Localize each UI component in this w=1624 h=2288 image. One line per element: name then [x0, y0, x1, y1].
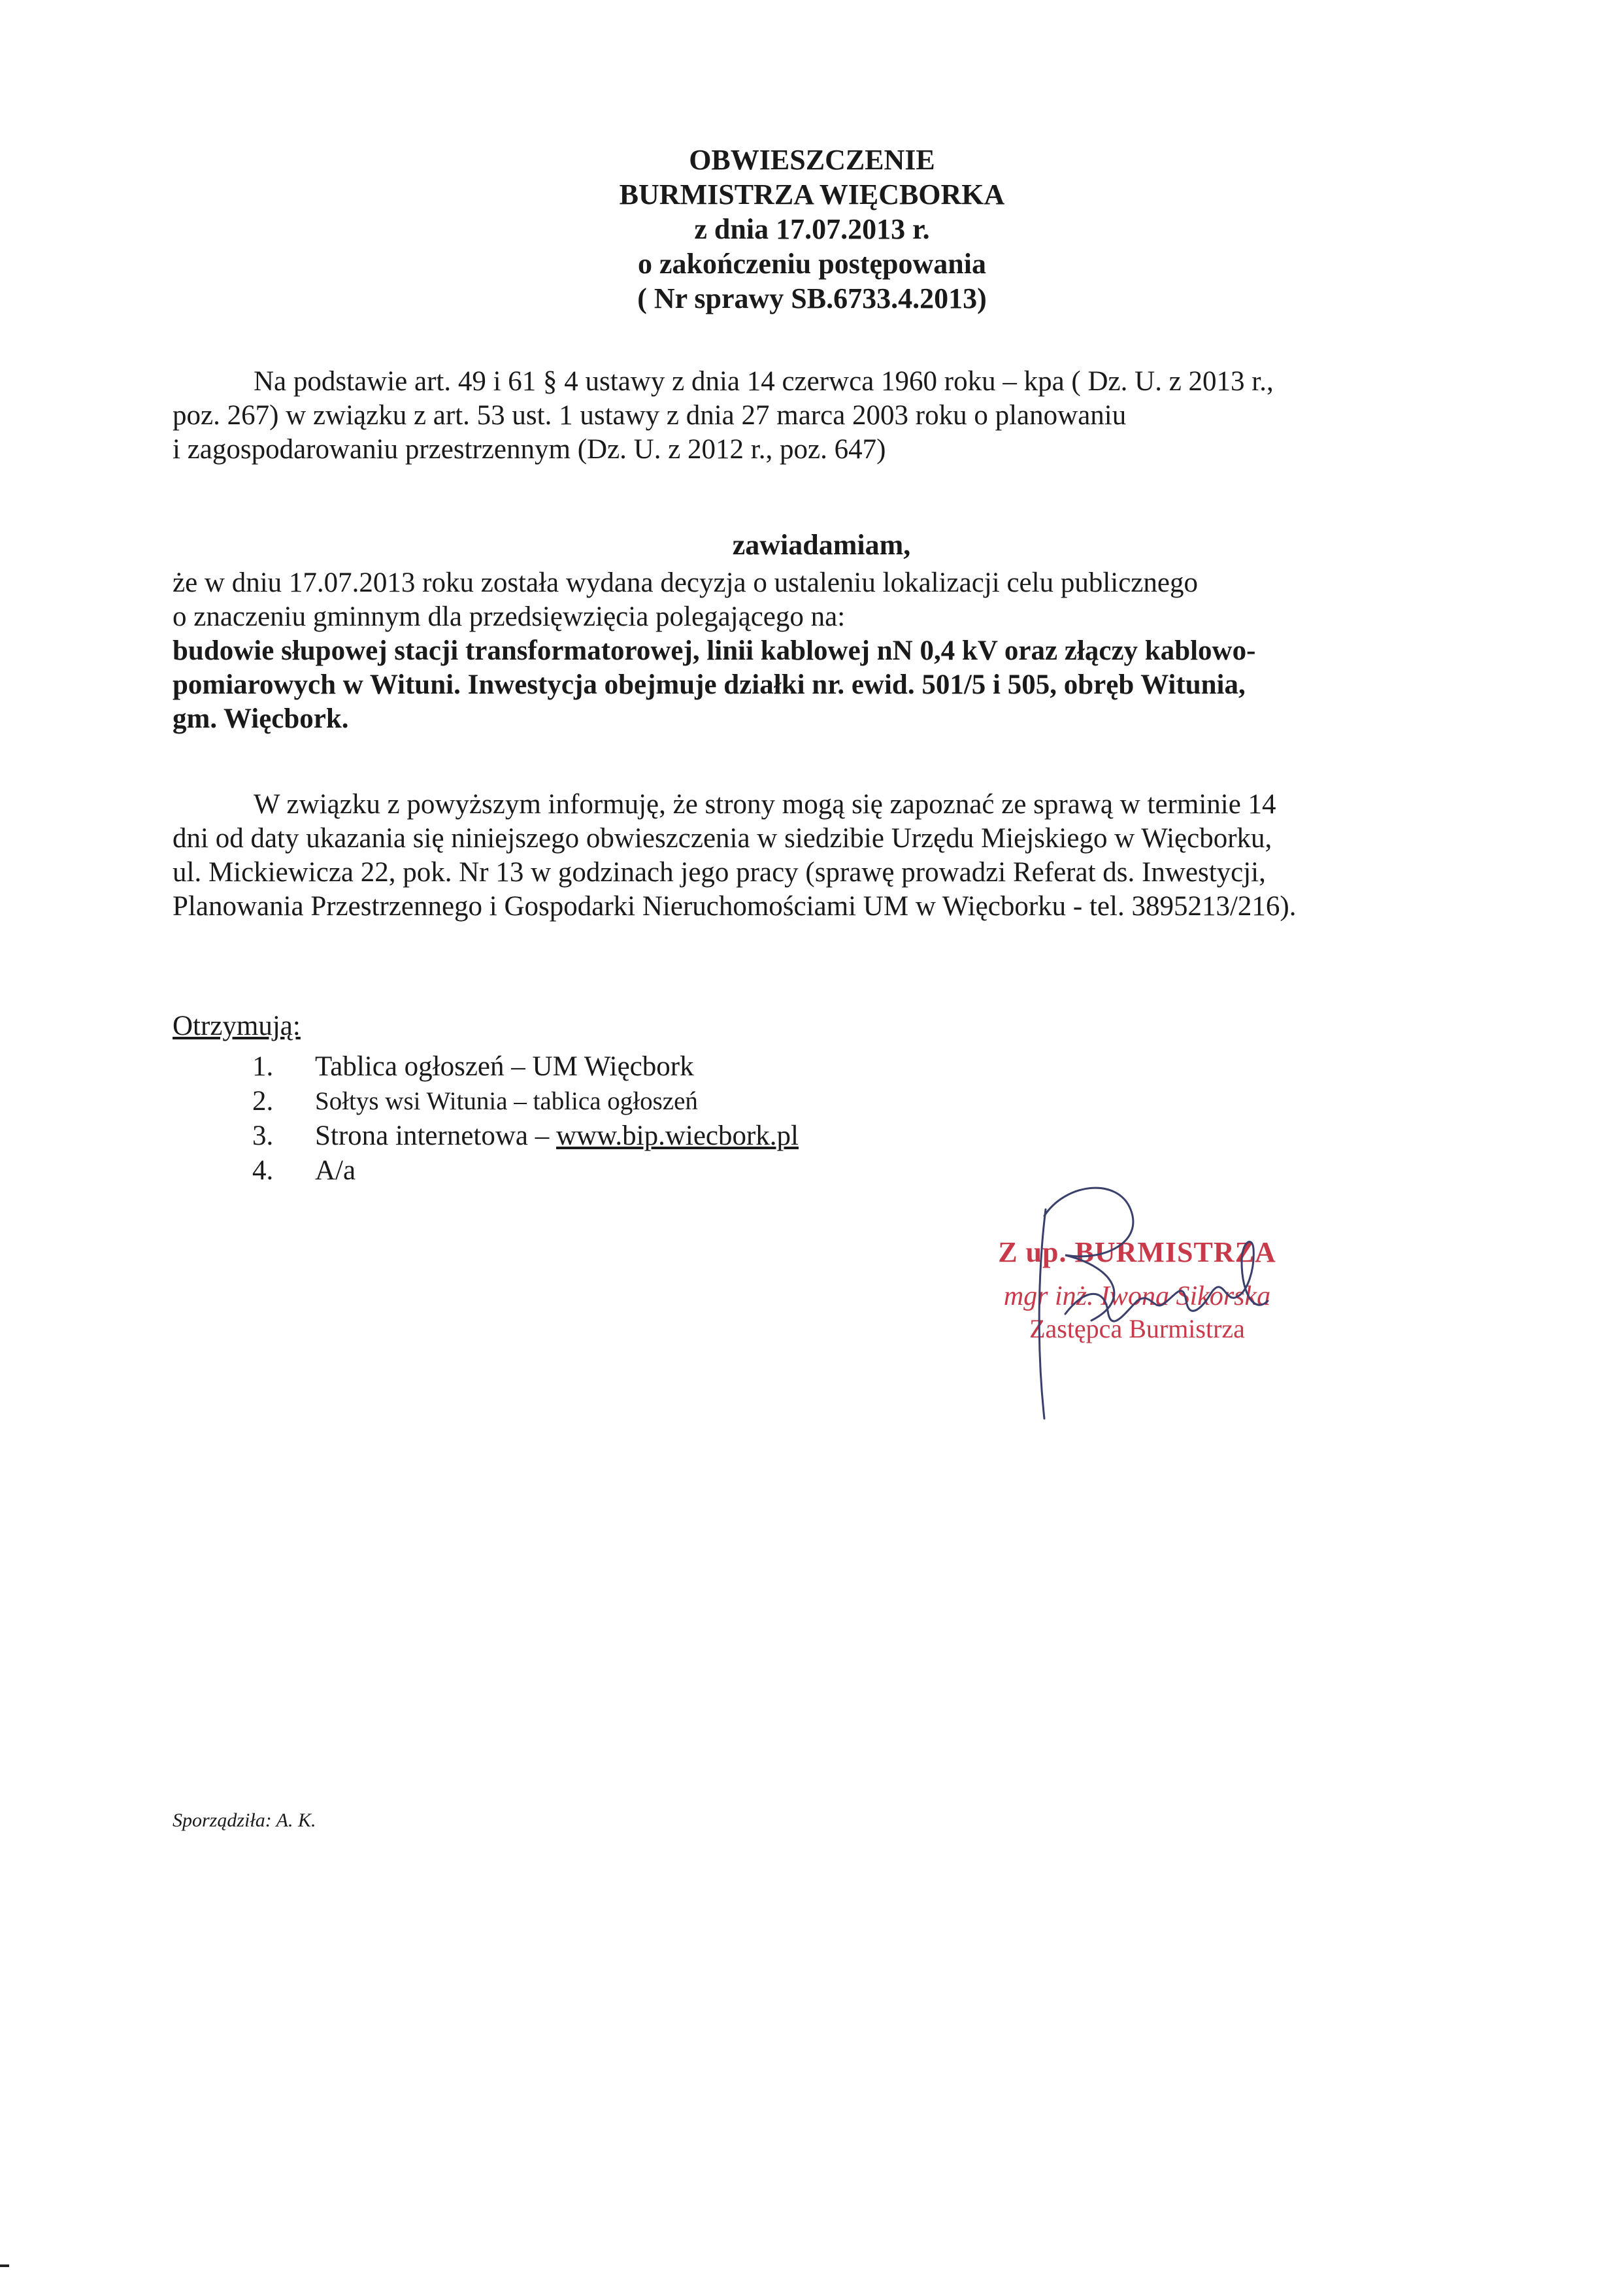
document-subject: o zakończeniu postępowania: [638, 248, 986, 280]
legal-basis-paragraph: [173, 365, 1470, 467]
stamp-title: Z up. BURMISTRZA: [998, 1236, 1276, 1268]
information-line: W związku z powyższym informuję, że strony mogą się zapoznać ze sprawą w terminie 14: [254, 789, 1276, 820]
notice-heading: zawiadamiam,: [732, 529, 911, 561]
list-item-text: Tablica ogłoszeń – UM Więcbork: [315, 1051, 694, 1082]
prepared-by: Sporządziła: A. K.: [173, 1809, 316, 1831]
notice-line: o znaczeniu gminnym dla przedsięwzięcia polegającego na:: [173, 601, 846, 632]
project-description-line: gm. Więcbork.: [173, 703, 349, 734]
list-item: [252, 1084, 799, 1119]
legal-basis-line: poz. 267) w związku z art. 53 ust. 1 ustawy z dnia 27 marca 2003 roku o planowaniu: [173, 400, 1127, 431]
list-item-number: 1.: [252, 1051, 274, 1082]
list-item-number: 4.: [252, 1155, 274, 1186]
information-line: Planowania Przestrzennego i Gospodarki Nieruchomościami UM w Więcborku - tel. 3895213/216).: [173, 891, 1297, 922]
issuer: BURMISTRZA WIĘCBORKA: [619, 178, 1005, 210]
scan-edge-mark: [0, 2264, 9, 2267]
information-line: ul. Mickiewicza 22, pok. Nr 13 w godzinach jego pracy (sprawę prowadzi Referat ds. Inwestycji,: [173, 857, 1266, 888]
information-line: dni od daty ukazania się niniejszego obwieszczenia w siedzibie Urzędu Miejskiego w Więcborku,: [173, 823, 1272, 854]
document-title: OBWIESZCZENIE: [689, 144, 935, 176]
project-description-line: budowie słupowej stacji transformatorowej, linii kablowej nN 0,4 kV oraz złączy kablowo-: [173, 635, 1256, 666]
handwritten-signature: [967, 1170, 1307, 1445]
notice-line: że w dniu 17.07.2013 roku została wydana decyzja o ustaleniu lokalizacji celu publicznego: [173, 567, 1198, 598]
list-item-number: 2.: [252, 1086, 274, 1117]
project-description-line: pomiarowych w Wituni. Inwestycja obejmuje działki nr. ewid. 501/5 i 505, obręb Witunia,: [173, 669, 1246, 700]
list-item-text: Sołtys wsi Witunia – tablica ogłoszeń: [315, 1087, 698, 1115]
list-item-text: A/a: [315, 1155, 356, 1186]
list-item: [252, 1049, 799, 1084]
list-item: [252, 1119, 799, 1153]
list-item-number: 3.: [252, 1120, 274, 1151]
list-item: [252, 1153, 799, 1188]
case-number: ( Nr sprawy SB.6733.4.2013): [637, 282, 987, 314]
notice-section: [173, 528, 1470, 736]
legal-basis-line: Na podstawie art. 49 i 61 § 4 ustawy z dnia 14 czerwca 1960 roku – kpa ( Dz. U. z 2013 r.,: [254, 366, 1274, 397]
information-paragraph: [173, 788, 1470, 924]
stamp-name: mgr inż. Iwona Sikorska: [1003, 1281, 1271, 1311]
issue-date: z dnia 17.07.2013 r.: [694, 213, 930, 245]
website-link[interactable]: www.bip.wiecbork.pl: [556, 1120, 799, 1151]
legal-basis-line: i zagospodarowaniu przestrzennym (Dz. U. z 2012 r., poz. 647): [173, 434, 886, 465]
stamp-role: Zastępca Burmistrza: [1029, 1314, 1245, 1343]
recipients-title: Otrzymują:: [173, 1011, 301, 1041]
document-header: [0, 143, 1624, 316]
recipients-list: [252, 1049, 799, 1188]
list-item-text: Strona internetowa –: [315, 1120, 556, 1151]
